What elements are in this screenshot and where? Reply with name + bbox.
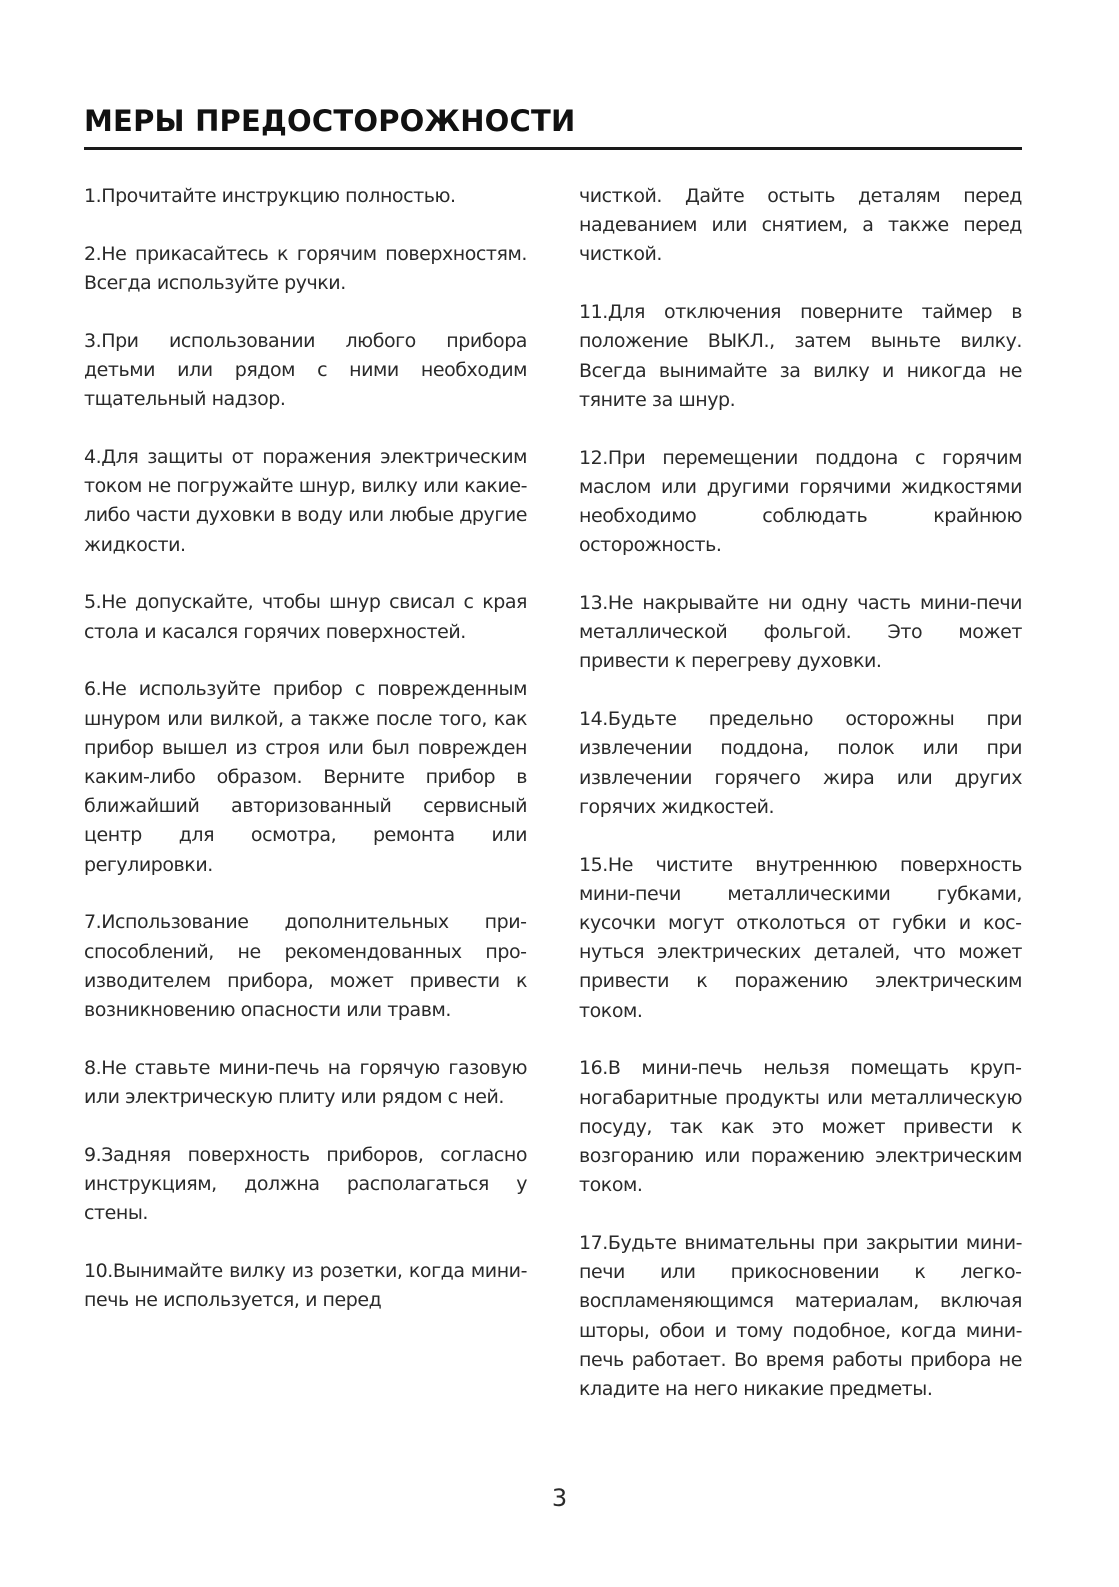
precaution-item-8: 8.Не ставьте мини-печь на горячую газовую или электрическую плиту или рядом с ней. bbox=[84, 1056, 527, 1109]
precaution-item-12: 12.При перемещении поддона с горячим маслом или другими горячими жидкостями необходимо соблюдать крайнюю осторожность. bbox=[579, 446, 1022, 557]
precaution-item-6: 6.Не используйте прибор с поврежденным шнуром или вилкой, а также после того, как прибор вышел из строя или был поврежден каким-либо образом. Верните прибор в ближайший авторизованный сервисный центр для осмотра, ремонта или регулировки. bbox=[84, 678, 527, 876]
title-divider bbox=[84, 147, 1022, 150]
precaution-item-17: 17.Будьте внимательны при закрытии мини-печи или прикосновении к легковоспламеняющимся материалам, включая шторы, обои и тому подобное, когда мини-печь работает. Во время работы прибора не кладите на него никакие предметы. bbox=[579, 1232, 1022, 1401]
precaution-item-7: 7.Использование дополнительных приспособлений, не рекомендованных производителем прибора, может привести к возникновению опасности или травм. bbox=[84, 911, 527, 1022]
precaution-item-10-start: 10.Вынимайте вилку из розетки, когда мини-печь не используется, и перед bbox=[84, 1260, 527, 1312]
precaution-item-4: 4.Для защиты от поражения электрическим током не погружайте шнур, вилку или какие-либо части духовки в воду или любые другие жидкости. bbox=[84, 446, 527, 556]
precaution-item-5: 5.Не допускайте, чтобы шнур свисал с края стола и касался горячих поверхностей. bbox=[84, 591, 527, 643]
precaution-item-1: 1.Прочитайте инструкцию полностью. bbox=[84, 185, 456, 207]
precaution-item-15: 15.Не чистите внутреннюю поверхность мини-печи металлическими губками, кусочки могут отколоться от губки и коснуться электрических деталей, что может привести к поражению электрическим током. bbox=[579, 853, 1022, 1022]
precaution-item-11: 11.Для отключения поверните таймер в положение ВЫКЛ., затем выньте вилку. Всегда вынимайте за вилку и никогда не тяните за шнур. bbox=[579, 301, 1022, 411]
precaution-item-3: 3.При использовании любого прибора детьми или рядом с ними необходим тщательный надзор. bbox=[84, 329, 527, 411]
precaution-item-16: 16.В мини-печь нельзя помещать крупногабаритные продукты или металлическую посуду, так как это может привести к возгоранию или поражению электрическим током. bbox=[579, 1057, 1022, 1197]
page-number: 3 bbox=[551, 1484, 568, 1512]
precaution-item-9: 9.Задняя поверхность приборов, согласно инструкциям, должна располагаться у стены. bbox=[84, 1143, 527, 1225]
precaution-item-2: 2.Не прикасайтесь к горячим поверхностям. Всегда используйте ручки. bbox=[84, 242, 527, 294]
precaution-item-13: 13.Не накрывайте ни одну часть мини-печи металлической фольгой. Это может привести к перегреву духовки. bbox=[579, 592, 1022, 673]
left-column bbox=[84, 182, 527, 1344]
page-title: МЕРЫ ПРЕДОСТОРОЖНОСТИ bbox=[84, 104, 576, 138]
precaution-item-14: 14.Будьте предельно осторожны при извлечении поддона, полок или при извлечении горячего жира или других горячих жидкостей. bbox=[579, 708, 1022, 818]
right-column bbox=[579, 182, 1022, 1433]
precaution-item-10-end: чисткой. Дайте остыть деталям перед надеванием или снятием, а также перед чисткой. bbox=[579, 185, 1022, 266]
